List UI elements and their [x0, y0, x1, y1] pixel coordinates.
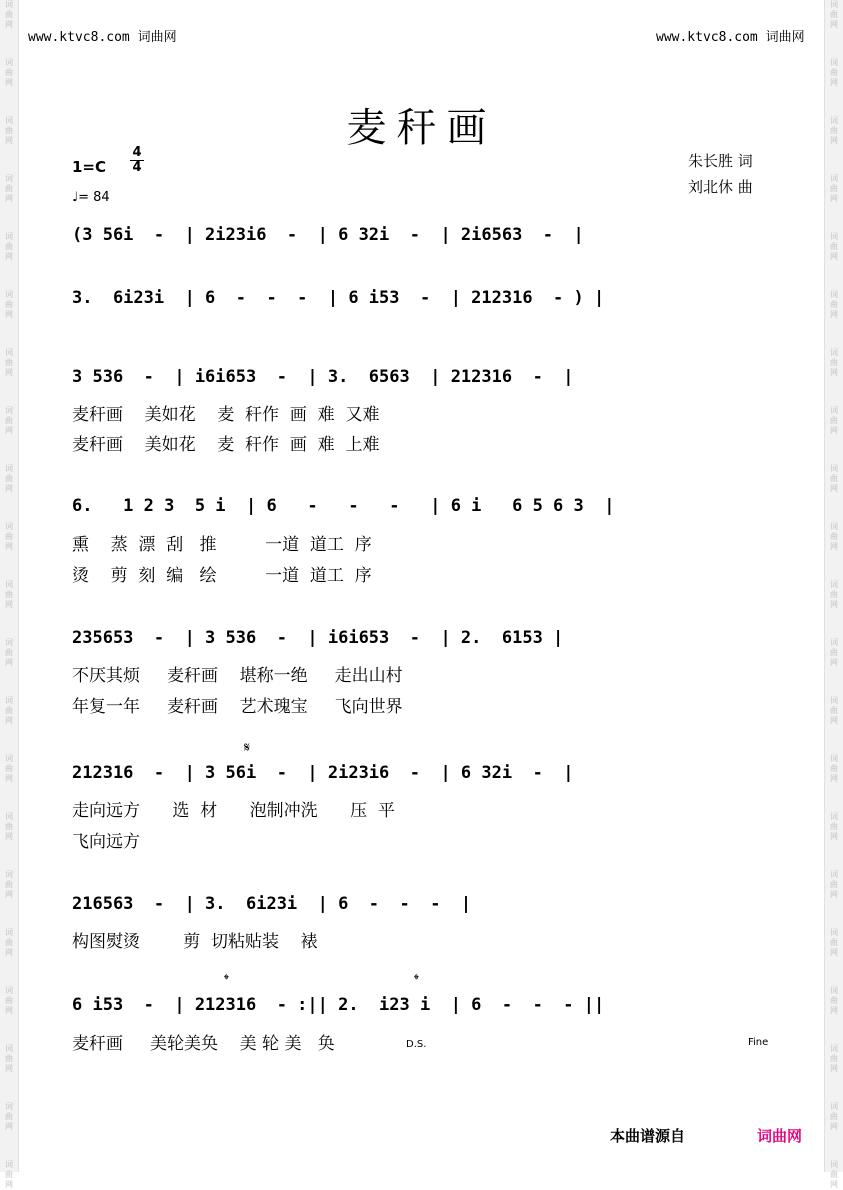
watermark-text: 词 曲 网 [830, 580, 838, 609]
watermark-text: 词 曲 网 [830, 754, 838, 783]
ds-mark: D.S. [406, 1039, 427, 1050]
watermark-text: 词 曲 网 [830, 174, 838, 203]
watermark-text: 词 曲 网 [830, 1102, 838, 1131]
score-line-6-lyrics-2: 飞向远方 [72, 832, 140, 852]
watermark-text: 词 曲 网 [5, 348, 13, 377]
watermark-text: 词 曲 网 [830, 928, 838, 957]
watermark-text: 词 曲 网 [830, 0, 838, 29]
watermark-text: 词 曲 网 [5, 1044, 13, 1073]
score-line-1-notes: (3 56i - | 2i23i6 - | 6 32i - | 2i6563 - | [72, 225, 584, 245]
watermark-text: 词 曲 网 [830, 1044, 838, 1073]
watermark-text: 词 曲 网 [5, 928, 13, 957]
watermark-text: 词 曲 网 [5, 58, 13, 87]
score-line-7-notes: 216563 - | 3. 6i23i | 6 - - - | [72, 894, 472, 914]
coda-mark-2: 𝄌 [414, 972, 419, 988]
score-line-4-lyrics-2: 烫 剪 刻 编 绘 一道 道工 序 [72, 566, 372, 586]
score-line-3-lyrics-1: 麦秆画 美如花 麦 秆作 画 难 又难 [72, 405, 380, 425]
watermark-text: 词 曲 网 [5, 290, 13, 319]
segno-mark: 𝄋 [244, 740, 251, 756]
score-line-5-notes: 235653 - | 3 536 - | i6i653 - | 2. 6153 | [72, 628, 564, 648]
time-signature [130, 146, 144, 175]
score-line-3-lyrics-2: 麦秆画 美如花 麦 秆作 画 难 上难 [72, 435, 380, 455]
watermark-text: 词 曲 网 [830, 986, 838, 1015]
footer-source-label: 本曲谱源自 [610, 1127, 686, 1145]
watermark-text: 词 曲 网 [5, 464, 13, 493]
score-line-7-lyrics-1: 构图熨烫 剪 切粘贴装 裱 [72, 932, 318, 952]
key-signature: 1=C [72, 158, 107, 176]
tempo-value: = 84 [78, 190, 110, 205]
score-line-2-notes: 3. 6i23i | 6 - - - | 6 i53 - | 212316 - ) | [72, 288, 605, 308]
score-line-3-notes: 3 536 - | i6i653 - | 3. 6563 | 212316 - | [72, 367, 574, 387]
watermark-text: 词 曲 网 [830, 870, 838, 899]
footer-brand-logo[interactable]: 词曲网 [757, 1127, 803, 1145]
watermark-text: 词 曲 网 [830, 116, 838, 145]
watermark-text: 词 曲 网 [5, 1160, 13, 1189]
score-line-6-notes: 212316 - | 3 56i - | 2i23i6 - | 6 32i - | [72, 763, 574, 783]
time-signature-bottom: 4 [132, 160, 142, 175]
watermark-text: 词 曲 网 [830, 638, 838, 667]
watermark-text: 词 曲 网 [830, 406, 838, 435]
watermark-text: 词 曲 网 [5, 812, 13, 841]
watermark-text: 词 曲 网 [5, 638, 13, 667]
composer-credit: 刘北休 曲 [688, 178, 753, 196]
fine-mark: Fine [748, 1037, 769, 1048]
watermark-text: 词 曲 网 [830, 58, 838, 87]
watermark-text: 词 曲 网 [5, 232, 13, 261]
watermark-text: 词 曲 网 [5, 580, 13, 609]
song-title: 麦秆画 [346, 105, 497, 151]
score-line-5-lyrics-1: 不厌其烦 麦秆画 堪称一绝 走出山村 [72, 666, 403, 686]
watermark-text: 词 曲 网 [830, 232, 838, 261]
coda-mark-1: 𝄌 [224, 972, 229, 988]
score-line-6-lyrics-1: 走向远方 选 材 泡制冲洗 压 平 [72, 801, 395, 821]
watermark-text: 词 曲 网 [5, 0, 13, 29]
time-signature-top: 4 [132, 145, 142, 160]
watermark-text: 词 曲 网 [5, 174, 13, 203]
watermark-text: 词 曲 网 [5, 986, 13, 1015]
watermark-text: 词 曲 网 [830, 696, 838, 725]
header-site-right: www.ktvc8.com 词曲网 [656, 30, 805, 45]
score-line-4-lyrics-1: 熏 蒸 漂 刮 推 一道 道工 序 [72, 535, 372, 555]
watermark-text: 词 曲 网 [5, 696, 13, 725]
score-line-8-notes: 6 i53 - | 212316 - :|| 2. i23 i | 6 - - - || [72, 995, 605, 1015]
quarter-note-icon: ♩ [72, 190, 79, 205]
watermark-text: 词 曲 网 [830, 464, 838, 493]
watermark-text: 词 曲 网 [830, 290, 838, 319]
watermark-text: 词 曲 网 [5, 406, 13, 435]
watermark-text: 词 曲 网 [5, 116, 13, 145]
watermark-text: 词 曲 网 [5, 754, 13, 783]
lyricist-credit: 朱长胜 词 [688, 152, 753, 170]
tempo-marking [72, 190, 110, 205]
score-line-8-lyrics-1: 麦秆画 美轮美奂 美 轮 美 奂 [72, 1034, 335, 1054]
watermark-text: 词 曲 网 [830, 812, 838, 841]
watermark-text: 词 曲 网 [5, 870, 13, 899]
watermark-text: 词 曲 网 [830, 348, 838, 377]
watermark-text: 词 曲 网 [5, 522, 13, 551]
header-site-left: www.ktvc8.com 词曲网 [28, 30, 177, 45]
watermark-text: 词 曲 网 [5, 1102, 13, 1131]
score-line-5-lyrics-2: 年复一年 麦秆画 艺术瑰宝 飞向世界 [72, 697, 403, 717]
watermark-text: 词 曲 网 [830, 522, 838, 551]
score-line-4-notes: 6. 1 2 3 5 i | 6 - - - | 6 i 6 5 6 3 | [72, 496, 615, 516]
watermark-text: 词 曲 网 [830, 1160, 838, 1189]
